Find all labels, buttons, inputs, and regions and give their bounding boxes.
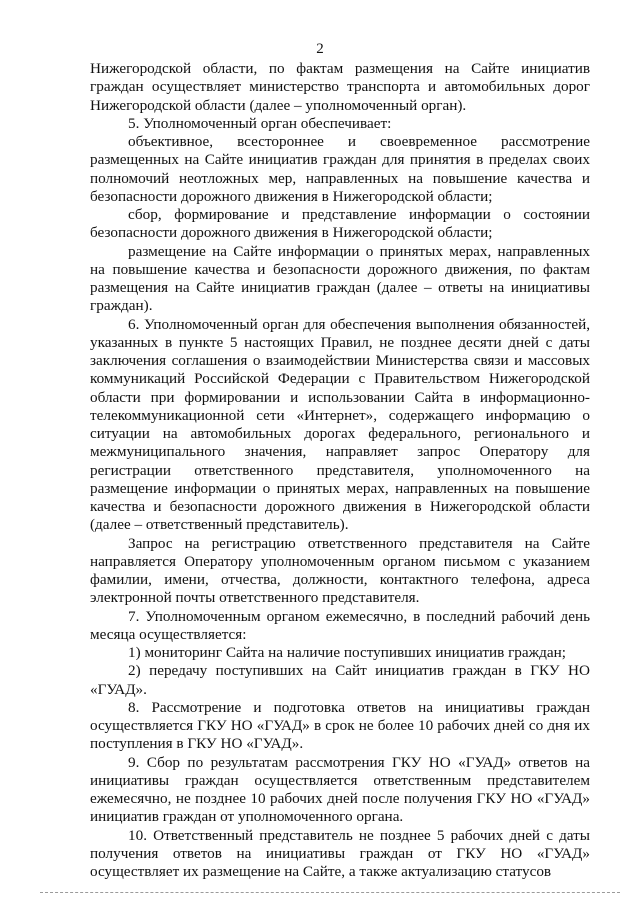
paragraph-item-5: 5. Уполномоченный орган обеспечивает:: [128, 114, 392, 132]
page-number: 2: [316, 41, 324, 57]
scan-edge-divider: [40, 892, 620, 893]
paragraph-registration-request: Запрос на регистрацию ответственного представителя на Сайте направляется Оператору уполномоченным органом письмом с указанием фамилии, имени, отчества, должности, контактного телефона, адреса электронной почты ответственного представителя.: [90, 534, 590, 607]
paragraph-continuation: Нижегородской области, по фактам размещения на Сайте инициатив граждан осуществляет министерство транспорта и автомобильных дорог Нижегородской области (далее – уполномоченный орган).: [90, 60, 590, 114]
paragraph-item-10: 10. Ответственный представитель не позднее 5 рабочих дней с даты получения ответов на инициативы граждан от ГКУ НО «ГУАД» осуществляет их размещение на Сайте, а также актуализацию статусов: [90, 826, 590, 880]
paragraph-item-6: 6. Уполномоченный орган для обеспечения выполнения обязанностей, указанных в пункте 5 настоящих Правил, не позднее десяти дней с даты заключения соглашения о взаимодействии Министерства связи и массовых коммуникаций Российской Федерации с Правительством Нижегородской области при формировании и использовании Сайта в информационно-телекоммуникационной сети «Интернет», содержащего информацию о ситуации на автомобильных дорогах федерального, регионального и межмуниципального значения, направляет запрос Оператору для регистрации ответственного представителя, уполномоченного на размещение информации о принятых мерах, направленных на повышение качества и безопасности дорожного движения в Нижегородской области (далее – ответственный представитель).: [90, 315, 590, 534]
paragraph-5-publication: размещение на Сайте информации о принятых мерах, направленных на повышение качества и безопасности дорожного движения, по фактам размещения на Сайте инициатив граждан (далее – ответы на инициативы граждан).: [90, 242, 590, 315]
paragraph-7-transfer: 2) передачу поступивших на Сайт инициатив граждан в ГКУ НО «ГУАД».: [90, 662, 590, 698]
paragraph-7-monitoring: 1) мониторинг Сайта на наличие поступивших инициатив граждан;: [128, 644, 566, 661]
paragraph-5-collection: сбор, формирование и представление информации о состоянии безопасности дорожного движения в Нижегородской области;: [90, 206, 590, 242]
document-body: [90, 60, 590, 881]
paragraph-item-9: 9. Сбор по результатам рассмотрения ГКУ НО «ГУАД» ответов на инициативы граждан осуществляется ответственным представителем ежемесячно, не позднее 10 рабочих дней после получения ГКУ НО «ГУАД» инициатив граждан от уполномоченного органа.: [90, 753, 590, 826]
paragraph-item-7: 7. Уполномоченным органом ежемесячно, в последний рабочий день месяца осуществляется:: [90, 607, 590, 643]
paragraph-5-objective-review: объективное, всестороннее и своевременное рассмотрение размещенных на Сайте инициатив граждан для принятия в пределах своих полномочий неотложных мер, направленных на повышение качества и безопасности дорожного движения в Нижегородской области;: [90, 133, 590, 205]
paragraph-item-8: 8. Рассмотрение и подготовка ответов на инициативы граждан осуществляется ГКУ НО «ГУАД» в срок не более 10 рабочих дней со дня их поступления в ГКУ НО «ГУАД».: [90, 698, 590, 753]
